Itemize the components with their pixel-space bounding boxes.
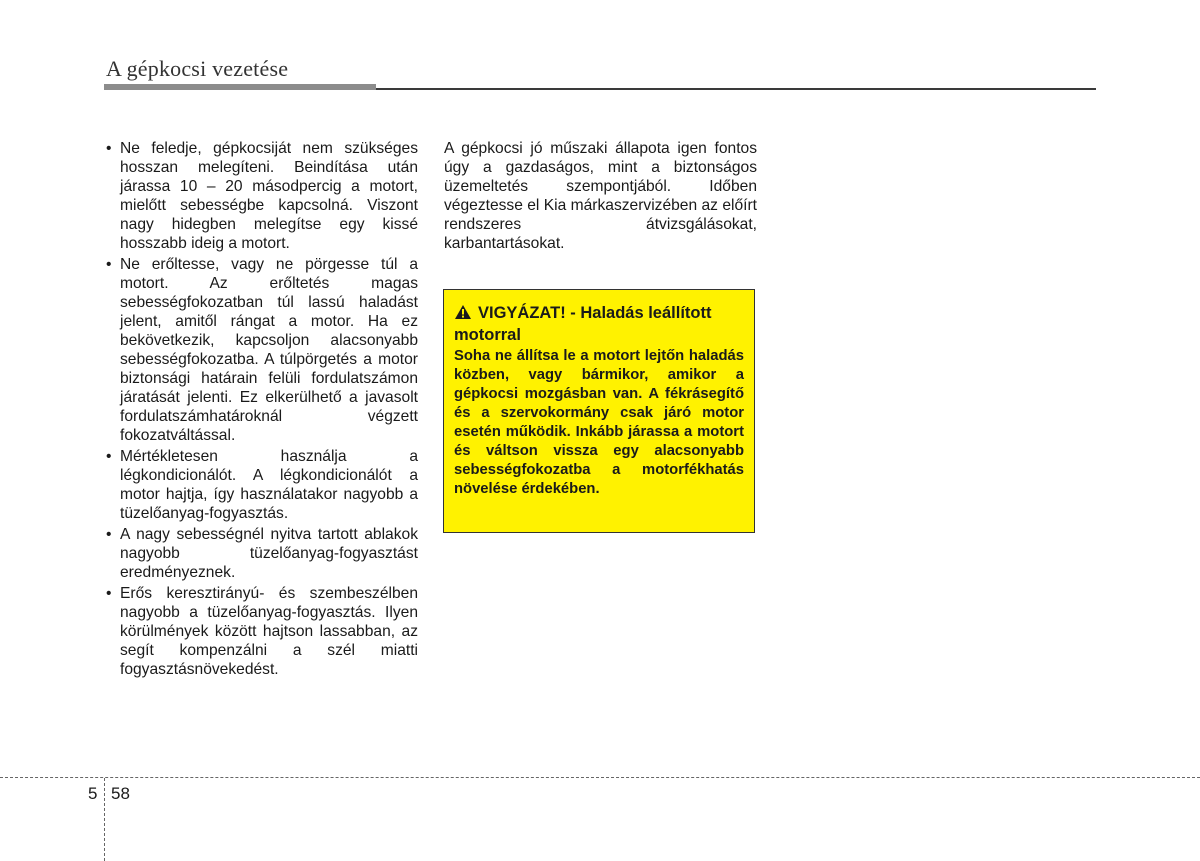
list-item: • Ne erőltesse, vagy ne pörgesse túl a motort. Az erőltetés magas sebességfokozatban túl lassú haladást jelent, amitől rángat a motor. Ha ez bekövetkezik, kapcsoljon alacsonyabb sebességfokozatba. A túlpörgetés a motor biztonsági határain felüli fordulatszámon járatását jelenti. Ez elkerülhető a javasolt fordulatszámhatároknál végzett fokozatváltással. [104,255,418,445]
list-item: • A nagy sebességnél nyitva tartott ablakok nagyobb tüzelőanyag-fogyasztást eredményeznek. [104,525,418,582]
left-column [104,139,418,681]
page-number: 58 [111,784,130,803]
list-item: • Mértékletesen használja a légkondicionálót. A légkondicionálót a motor hajtja, így használatakor nagyobb a tüzelőanyag-fogyasztás. [104,447,418,523]
list-item: • Ne feledje, gépkocsiját nem szükséges hosszan melegíteni. Beindítása után járassa 10 – 20 másodpercig a motort, mielőtt sebességbe kapcsolná. Viszont nagy hidegben melegítse egy kissé hosszabb ideig a motort. [104,139,418,253]
chapter-number: 5 [88,784,98,803]
warning-body: Soha ne állítsa le a motort lejtőn haladás közben, vagy bármikor, amikor a gépkocsi mozgásban van. A fékrásegítő és a szervokormány csak járó motor esetén működik. Inkább járassa a motort és váltson vissza egy alacsonyabb sebességfokozatba a motorfékhatás növelése érdekében. [454,348,744,497]
warning-heading [454,303,744,345]
right-column [444,139,757,253]
footer-divider [0,777,1200,778]
page-header-title: A gépkocsi vezetése [106,56,289,81]
footer-vertical-divider [104,778,105,861]
maintenance-paragraph: A gépkocsi jó műszaki állapota igen fontos úgy a gazdaságos, mint a biztonságos üzemeltetés szempontjából. Időben végeztesse el Kia márkaszervizében az előírt rendszeres átvizsgálásokat, karbantartásokat. [444,140,757,252]
warning-box [443,289,755,533]
list-item: • Erős keresztirányú- és szembeszélben nagyobb a tüzelőanyag-fogyasztás. Ilyen körülmények között hajtson lassabban, az segít kompenzálni a szél miatti fogyasztásnövekedést. [104,584,418,679]
warning-title: VIGYÁZAT! - Haladás leállított motorral [454,304,712,344]
header-rule-thin [376,88,1096,90]
header-rule-thick [104,84,376,90]
warning-triangle-icon [454,304,472,325]
tips-list [104,139,418,679]
